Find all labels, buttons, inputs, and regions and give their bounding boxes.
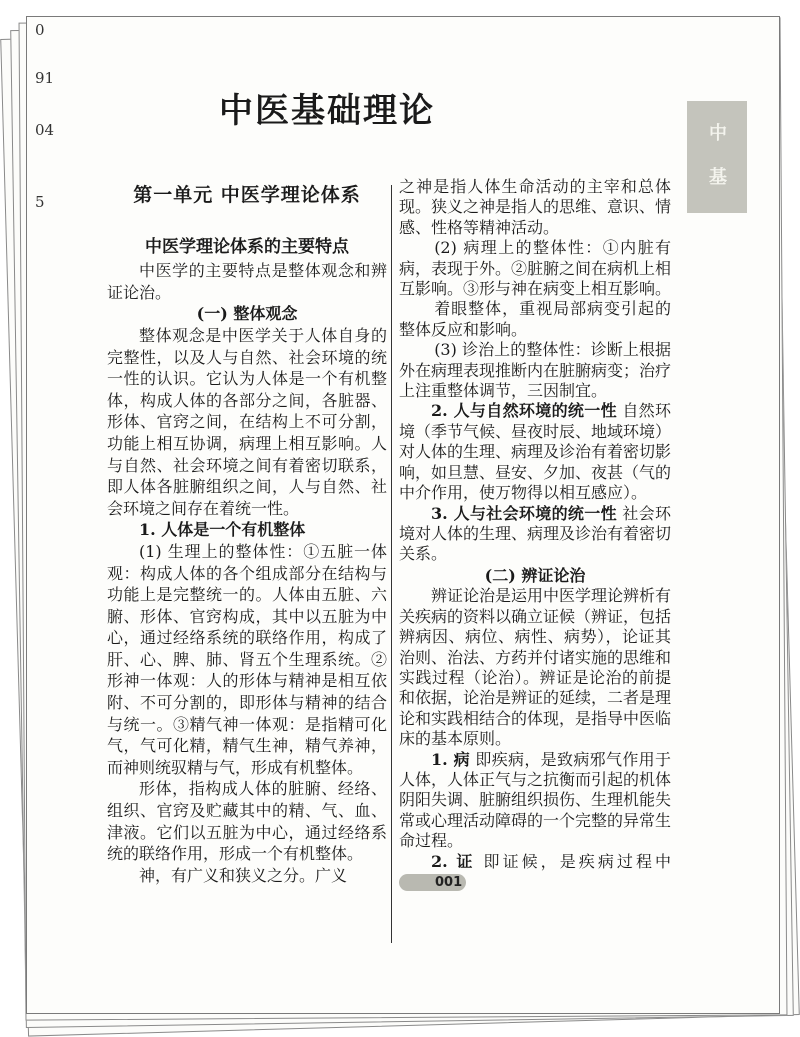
point-2-text: 自然环境（季节气候、昼夜时辰、地域环境）对人体的生理、病理及诊治有着密切影响，如旦慧、昼安、夕加、夜甚（气的中介作用，使万物得以相互感应）。 xyxy=(399,401,672,503)
left-edge-page-numbers xyxy=(31,17,61,247)
syndrome-paragraph xyxy=(399,852,671,893)
page-number: 001 xyxy=(399,874,466,891)
book-page xyxy=(26,16,780,1014)
pathological-holism-paragraph: (2) 病理上的整体性：①内脏有病，表现于外。②脏腑之间在病机上相互影响。③形与神在病变上相互影响。 xyxy=(399,238,672,299)
spirit-paragraph-start: 神，有广义和狭义之分。广义 xyxy=(139,865,348,885)
intro-paragraph: 中医学的主要特点是整体观念和辨证论治。 xyxy=(107,261,387,302)
right-column xyxy=(399,177,671,892)
point-3-text: 社会环境对人体的生理、病理及诊治有着密切关系。 xyxy=(399,503,672,564)
subhead-holistic-view: (一) 整体观念 xyxy=(196,304,298,324)
section-title: 中医学理论体系的主要特点 xyxy=(145,236,349,257)
point-2-paragraph xyxy=(399,401,671,503)
physiological-holism-paragraph: (1) 生理上的整体性：①五脏一体观：构成人体的各个组成部分在结构与功能上是完整统一的。人体由五脏、六腑、形体、官窍构成，其中以五脏为中心，通过经络系统的联络作用，构成了肝、心、脾、肺、肾五个生理系统。②形神一体观：人的形体与精神是相互依附、不可分割的，即形体与精神的结合与统一。③精气神一体观：是指精可化气，气可化精，精气生神，精气养神，而神则统驭精与气，形成有机整体。 xyxy=(107,541,387,777)
column-divider xyxy=(391,185,392,943)
chapter-side-tab xyxy=(687,101,747,213)
subhead-syndrome-differentiation: (二) 辨证论治 xyxy=(484,565,586,585)
disease-text: 即疾病，是致病邪气作用于人体，人体正气与之抗衡而引起的机体阴阳失调、脏腑组织损伤、生理机能失常或心理活动障碍的一个完整的异常生命过程。 xyxy=(399,749,672,851)
left-column xyxy=(107,177,387,886)
edge-number: 04 xyxy=(35,121,55,139)
spirit-paragraph-continued: 之神是指人体生命活动的主宰和总体现。狭义之神是指人的思维、意识、情感、性格等精神活动。 xyxy=(399,177,672,237)
holistic-paragraph: 整体观念是中医学关于人体自身的完整性，以及人与自然、社会环境的统一性的认识。它认为人体是一个有机整体，构成人体的各部分之间，各脏器、形体、官窍之间，在结构上不可分割，功能上相互协调，病理上相互影响。人与自然、社会环境之间有着密切联系，即人体各脏腑组织之间，人与自然、社会环境之间存在着统一性。 xyxy=(107,325,387,518)
body-form-paragraph: 形体，指构成人体的脏腑、经络、组织、官窍及贮藏其中的精、气、血、津液。它们以五脏为中心，通过经络系统的联络作用，形成一个有机整体。 xyxy=(107,779,387,864)
point-3-heading: 3. 人与社会环境的统一性 xyxy=(431,503,617,523)
diagnosis-holism-paragraph: (3) 诊治上的整体性：诊断上根据外在病理表现推断内在脏腑病变；治疗上注重整体调节，三因制宜。 xyxy=(399,340,672,401)
point-3-paragraph xyxy=(399,504,671,565)
book-title: 中医基础理论 xyxy=(219,91,435,131)
unit-title: 第一单元 中医学理论体系 xyxy=(133,184,361,206)
point-2-heading: 2. 人与自然环境的统一性 xyxy=(431,401,617,421)
syndrome-text: 即证候，是疾病过程中 xyxy=(483,851,671,871)
syndrome-heading: 2. 证 xyxy=(431,851,476,871)
side-tab-char: 中 xyxy=(709,123,727,144)
syndrome-differentiation-paragraph: 辨证论治是运用中医学理论辨析有关疾病的资料以确立证候（辨证，包括辨病因、病位、病性、病势），论证其治则、治法、方药并付诸实施的思维和实践过程（论治）。辨证是论治的前提和依据，论治是辨证的延续，二者是理论和实践相结合的体现，是指导中医临床的基本原则。 xyxy=(399,586,672,749)
local-lesion-paragraph: 着眼整体，重视局部病变引起的整体反应和影响。 xyxy=(399,299,671,339)
side-tab-char: 基 xyxy=(709,167,727,188)
disease-paragraph xyxy=(399,750,671,852)
edge-number: 91 xyxy=(35,69,55,87)
edge-number: 0 xyxy=(35,21,45,39)
disease-heading: 1. 病 xyxy=(431,749,470,769)
point-1-heading: 1. 人体是一个有机整体 xyxy=(139,520,306,540)
edge-number: 5 xyxy=(35,193,45,211)
